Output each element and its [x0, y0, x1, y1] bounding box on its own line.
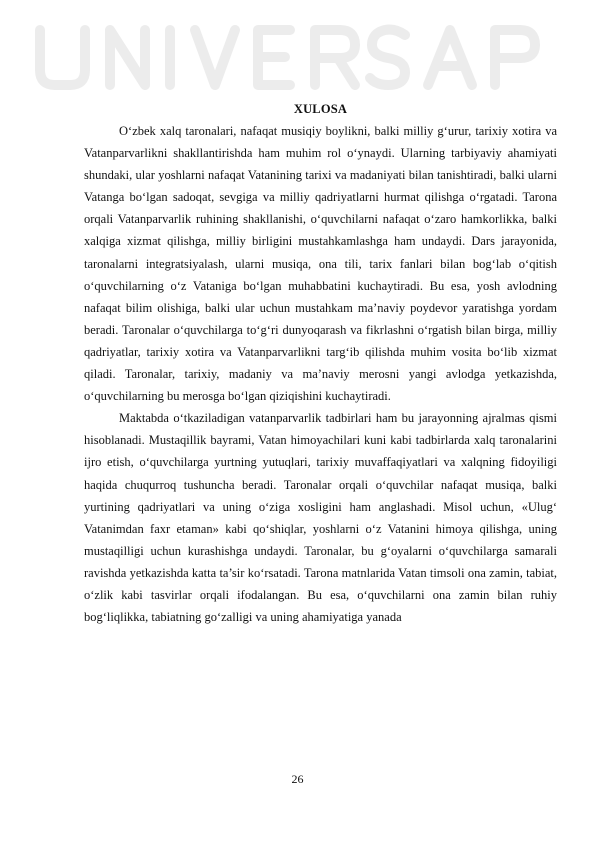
document-body	[84, 98, 557, 628]
document-title: XULOSA	[293, 102, 348, 116]
paragraph: O‘zbek xalq taronalari, nafaqat musiqiy boylikni, balki milliy g‘urur, tarixiy xotira va Vatanparvarlikni shakllantirishda ham muhim rol o‘ynaydi. Ularning tarbiyaviy ahamiyati shundaki, ular yoshlarni nafaqat Vatanining tarixi va madaniyati bilan tanishtiradi, balki ularni Vatanga bo‘lgan sadoqat, sevgiga va milliy qadriyatlarni hurmat qilishga o‘rgatadi. Tarona orqali Vatanparvarlik ruhining shakllanishi, o‘quvchilarni nafaqat o‘zaro hamkorlikka, balki xalqiga xizmat qilishga, milliy birligini mustahkamlashga ham undaydi. Dars jarayonida, taronalarni integratsiyalash, ularni musiqa, ona tili, tarix fanlari bilan bog‘lab o‘qitish o‘quvchilarning o‘z Vataniga bo‘lgan muhabbatini kuchaytiradi. Bu esa, yosh avlodning nafaqat bilim olishiga, balki ular uchun mustahkam ma’naviy poydevor yaratishga yordam beradi. Taronalar o‘quvchilarga to‘g‘ri dunyoqarash va fikrlashni o‘rgatish bilan birga, milliy qadriyatlar, tarixiy xotira va Vatanparvarlikni targ‘ib qilishda muhim vosita bo‘lib xizmat qiladi. Taronalar, tarixiy, madaniy va ma’naviy merosni yangi avlodga yetkazishda, o‘quvchilarning bu merosga bo‘lgan qiziqishini kuchaytiradi.	[84, 124, 557, 404]
page-number: 26	[291, 772, 304, 786]
paragraph: Maktabda o‘tkaziladigan vatanparvarlik tadbirlari ham bu jarayonning ajralmas qismi hisoblanadi. Mustaqillik bayrami, Vatan himoyachilari kuni kabi tadbirlarda xalq taronalarini ijro etish, o‘quvchilarga yurtning yutuqlari, tarixiy muvaffaqiyatlari va xalqning fidoyiligi haqida chuqurroq tushuncha beradi. Taronalar orqali o‘quvchilar nafaqat musiqa, balki yurtining qadriyatlari va uning o‘ziga xosligini ham anglashadi. Misol uchun, «Ulug‘ Vatanimdan faxr etaman» kabi qo‘shiqlar, yoshlarni o‘z Vatanini himoya qilishga, uning mustaqilligi uchun kurashishga undaydi. Taronalar, bu g‘oyalarni o‘quvchilarga samarali ravishda yetkazishda katta ta’sir ko‘rsatadi. Tarona matnlarida Vatan timsoli ona zamin, tabiat, o‘zlik kabi tasvirlar orqali ifodalangan. Bu esa, o‘quvchilarni ona zamin bilan ruhiy bog‘liqlikka, tabiatning go‘zalligi va uning ahamiyatiga yanada	[84, 411, 557, 625]
